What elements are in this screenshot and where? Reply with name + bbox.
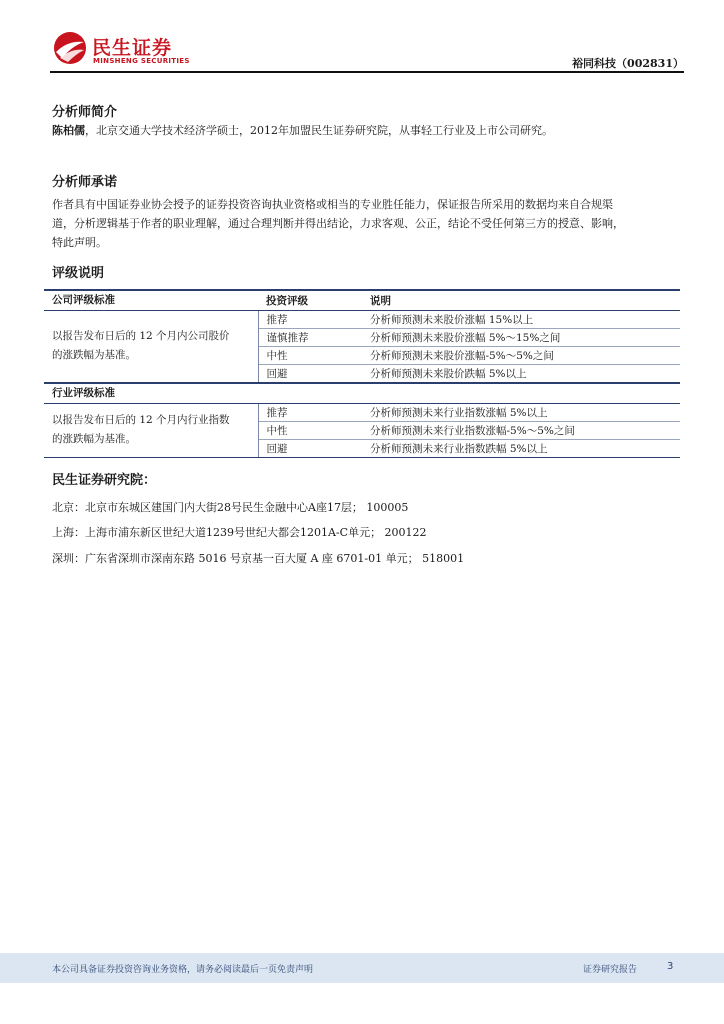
- desc-header: 说明: [362, 290, 680, 311]
- header-divider: [50, 71, 684, 73]
- address-shanghai: 上海：上海市浦东新区世纪大道1239号世纪大都会1201A-C单元； 200122: [52, 526, 427, 539]
- analyst-intro-title: 分析师简介: [52, 105, 118, 120]
- analyst-intro-text: [52, 121, 682, 140]
- desc-cell: 分析师预测未来股价涨幅 15%以上: [362, 311, 680, 329]
- header-company: 裕同科技（002831）: [572, 57, 684, 70]
- grade-cell: 推荐: [258, 403, 362, 421]
- address-beijing: 北京：北京市东城区建国门内大街28号民生金融中心A座17层； 100005: [52, 501, 409, 514]
- desc-cell: 分析师预测未来行业指数跌幅 5%以上: [362, 439, 680, 457]
- commitment-line: 特此声明。: [52, 236, 107, 249]
- company-rating-header: [44, 290, 680, 311]
- industry-rating-header: [44, 383, 680, 404]
- desc-cell: 分析师预测未来股价涨幅 5%～15%之间: [362, 329, 680, 347]
- table-row: [44, 403, 680, 421]
- desc-cell: 分析师预测未来行业指数涨幅-5%～5%之间: [362, 421, 680, 439]
- rating-table: [44, 289, 680, 458]
- desc-cell: 分析师预测未来股价跌幅 5%以上: [362, 365, 680, 383]
- page-footer: [0, 953, 724, 983]
- logo-text-en: MINSHENG SECURITIES: [93, 57, 190, 65]
- grade-cell: 谨慎推荐: [258, 329, 362, 347]
- table-row: [44, 311, 680, 329]
- page-header: [0, 0, 724, 72]
- desc-cell: 分析师预测未来股价涨幅-5%～5%之间: [362, 347, 680, 365]
- company-basis: [44, 311, 258, 383]
- footer-disclaimer: 本公司具备证券投资咨询业务资格，请务必阅读最后一页免责声明: [52, 965, 314, 975]
- footer-report-type: 证券研究报告: [583, 965, 638, 975]
- company-basis-line: 的涨跌幅为基准。: [52, 349, 136, 362]
- commitment-text: [52, 195, 682, 252]
- grade-cell: 回避: [258, 365, 362, 383]
- industry-basis: [44, 403, 258, 457]
- institute-title: 民生证券研究院：: [52, 473, 157, 488]
- commitment-line: 道，分析逻辑基于作者的职业理解，通过合理判断并得出结论，力求客观、公正，结论不受任何第三方的授意、影响，: [52, 217, 624, 230]
- grade-cell: 中性: [258, 421, 362, 439]
- address-shenzhen: 深圳：广东省深圳市深南东路 5016 号京基一百大厦 A 座 6701-01 单元； 518001: [52, 552, 465, 565]
- commitment-line: 作者具有中国证券业协会授予的证券投资咨询执业资格或相当的专业胜任能力，保证报告所采用的数据均来自合规渠: [52, 198, 613, 211]
- company-standard-header: 公司评级标准: [44, 290, 258, 311]
- grade-cell: 推荐: [258, 311, 362, 329]
- grade-cell: 回避: [258, 439, 362, 457]
- industry-basis-line: 以报告发布日后的 12 个月内行业指数: [52, 414, 230, 426]
- analyst-bio: ，北京交通大学技术经济学硕士，2012年加盟民生证券研究院，从事轻工行业及上市公司研究。: [85, 124, 553, 137]
- grade-header: 投资评级: [258, 290, 362, 311]
- company-basis-line: 以报告发布日后的 12 个月内公司股价: [52, 330, 230, 343]
- logo-text-cn: 民生证券: [92, 37, 173, 59]
- industry-standard-header: 行业评级标准: [44, 383, 258, 404]
- commitment-title: 分析师承诺: [52, 175, 118, 190]
- rating-title: 评级说明: [52, 266, 105, 281]
- desc-cell: 分析师预测未来行业指数涨幅 5%以上: [362, 403, 680, 421]
- page-number: 3: [667, 961, 674, 972]
- grade-cell: 中性: [258, 347, 362, 365]
- industry-basis-line: 的涨跌幅为基准。: [52, 433, 136, 445]
- analyst-name: 陈柏儒: [52, 124, 85, 137]
